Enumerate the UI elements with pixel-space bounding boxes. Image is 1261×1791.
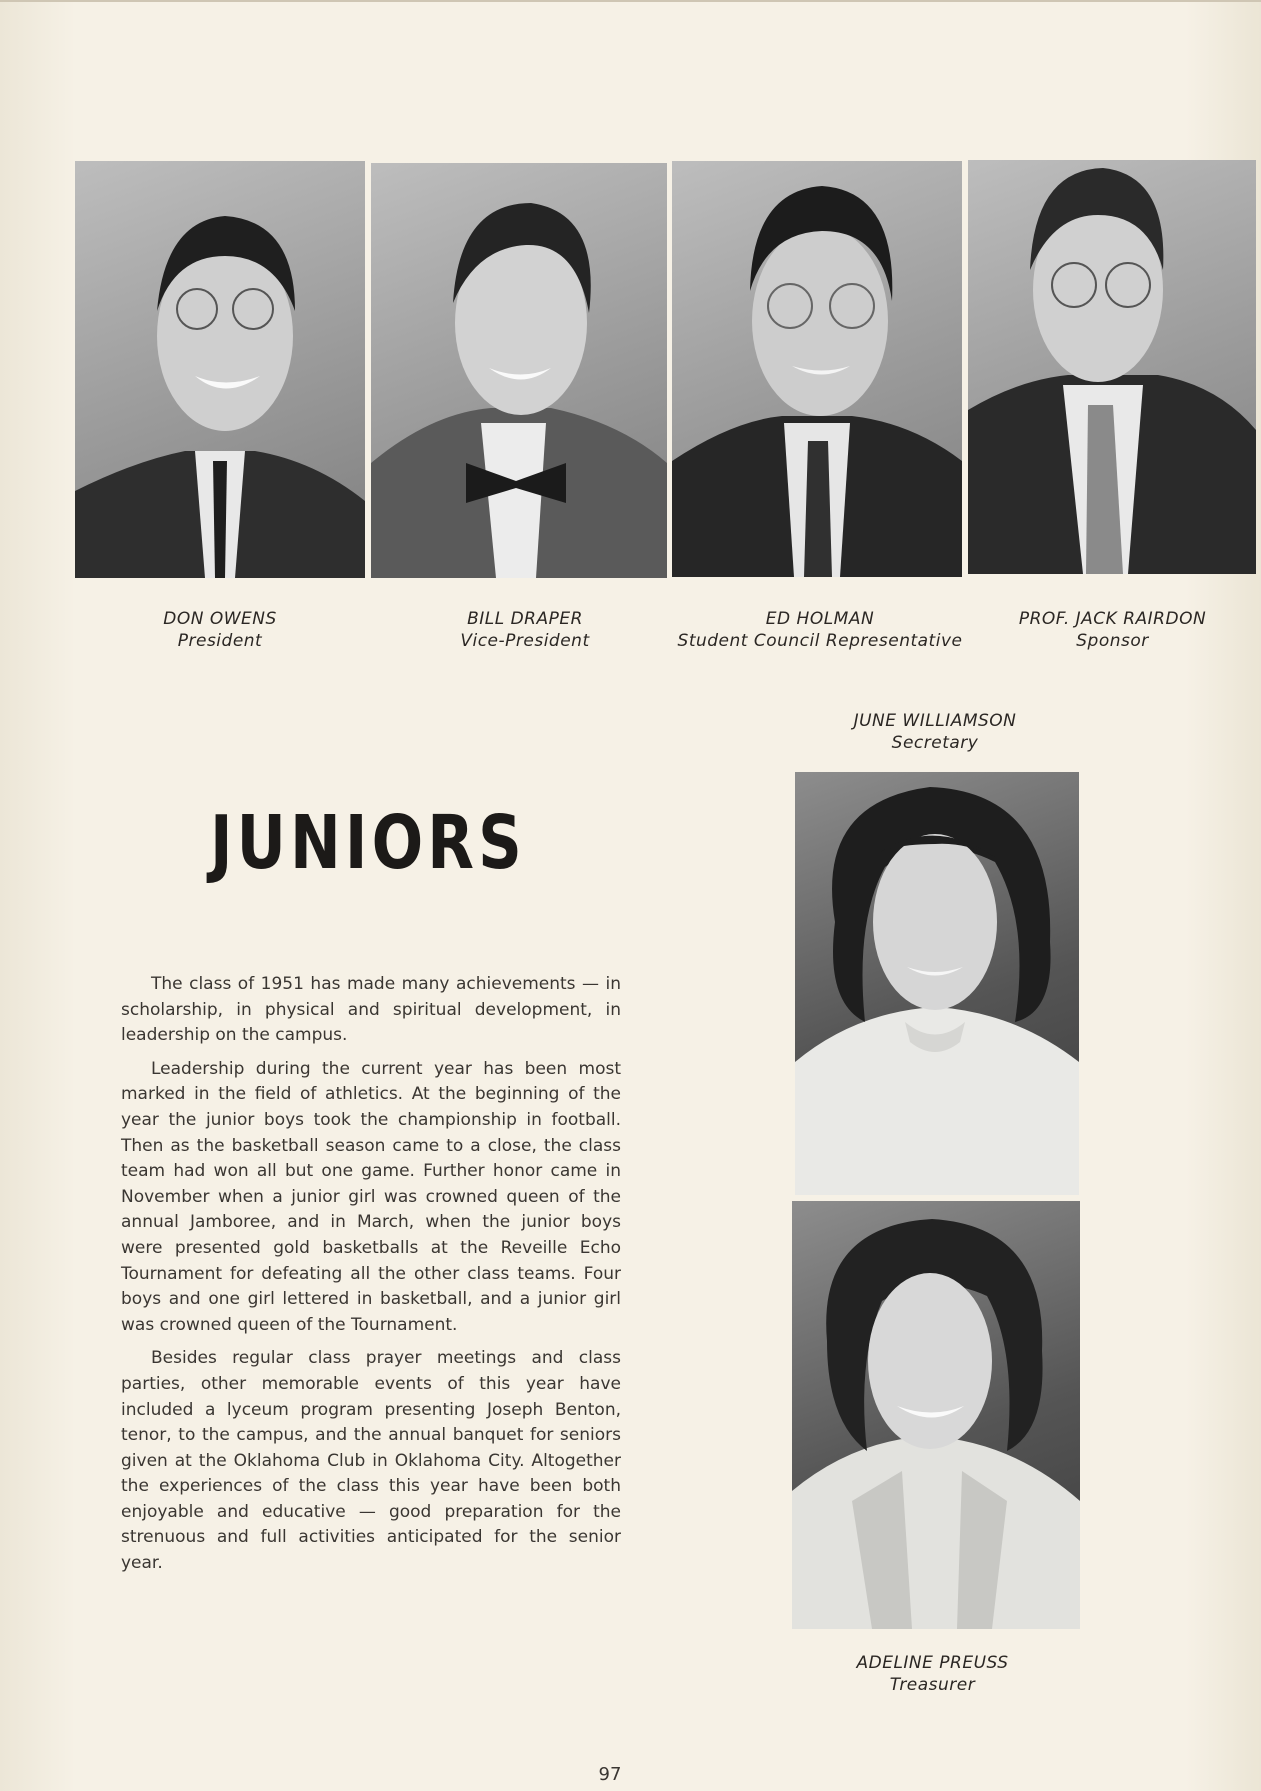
portrait-jack-rairdon — [968, 160, 1256, 574]
officer-name: DON OWENS — [163, 609, 277, 629]
page-title: JUNIORS — [210, 800, 526, 886]
officer-role: President — [177, 631, 263, 651]
officer-role: Secretary — [891, 733, 979, 753]
officer-role: Sponsor — [1076, 631, 1149, 651]
officer-name: JUNE WILLIAMSON — [853, 711, 1017, 731]
paragraph: Besides regular class prayer meetings and class parties, other memorable events of this year have included a lyceum program presenting Joseph Benton, tenor, to the campus, and the annual banquet for seniors given at the Oklahoma Club in Oklahoma City. Altogether the experiences of the class this year have been both enjoyable and educative — good preparation for the strenuous and full activities anticipated for the senior year. — [121, 1348, 621, 1574]
caption-june-williamson — [820, 710, 1050, 754]
officer-name: PROF. JACK RAIRDON — [1018, 609, 1207, 629]
caption-don-owens — [110, 608, 330, 652]
portrait-ed-holman — [672, 161, 962, 577]
caption-ed-holman — [670, 608, 970, 652]
officer-name: BILL DRAPER — [467, 609, 583, 629]
caption-bill-draper — [415, 608, 635, 652]
portrait-june-williamson — [795, 772, 1079, 1195]
article-body — [121, 972, 621, 1585]
officer-name: ED HOLMAN — [765, 609, 875, 629]
portrait-adeline-preuss — [792, 1201, 1080, 1629]
officer-role: Vice-President — [460, 631, 590, 651]
page-number: 97 — [598, 1764, 622, 1785]
caption-adeline-preuss — [825, 1652, 1040, 1696]
portrait-bill-draper — [371, 163, 667, 578]
paragraph: The class of 1951 has made many achievements — in scholarship, in physical and spiritual development, in leadership on the campus. — [121, 974, 621, 1046]
paragraph: Leadership during the current year has been most marked in the field of athletics. At the beginning of the year the junior boys took the championship in football. Then as the basketball season came to a close, the class team had won all but one game. Further honor came in November when a junior girl was crowned queen of the annual Jamboree, and in March, when the junior boys were presented gold basketballs at the Reveille Echo Tournament for defeating all the other class teams. Four boys and one girl lettered in basketball, and a junior girl was crowned queen of the Tournament. — [121, 1058, 621, 1335]
portrait-don-owens — [75, 161, 365, 578]
caption-jack-rairdon — [1000, 608, 1225, 652]
officer-name: ADELINE PREUSS — [856, 1653, 1009, 1673]
officer-role: Student Council Representative — [677, 631, 963, 651]
officer-role: Treasurer — [889, 1675, 976, 1695]
